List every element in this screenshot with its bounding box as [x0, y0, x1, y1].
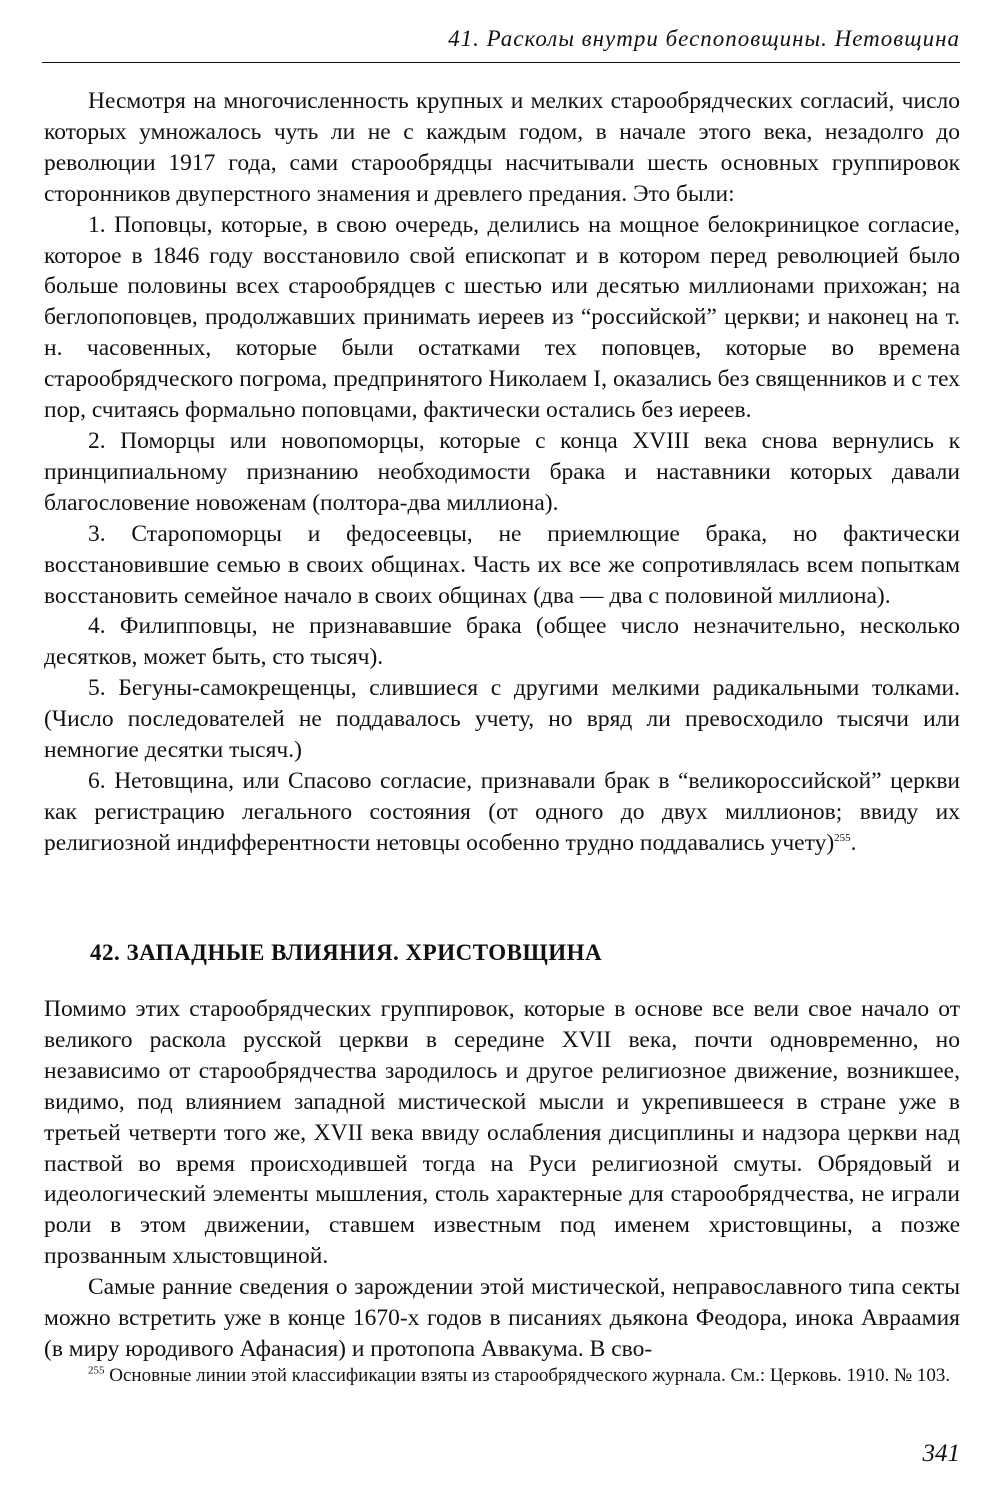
group-item-3: 3. Старопоморцы и федосеевцы, не приемлющие брака, но фактически восстановившие семью в своих общинах. Часть их все же сопротивлялась всем попыткам восстановить семейное начало в своих общинах (два — два с половиной миллиона). — [44, 520, 960, 609]
group-item-6-end: . — [850, 829, 857, 856]
intro-paragraph: Несмотря на многочисленность крупных и мелких старообрядческих согласий, число которых умножалось чуть ли не с каждым годом, в начале этого века, незадолго до революции 1917 года, сами старообрядцы насчитывали шесть основных группировок сторонников двуперстного знамения и древлего предания. Это были: — [44, 88, 960, 207]
section-paragraph-2: Самые ранние сведения о зарождении этой мистической, неправославного типа секты можно встретить уже в конце 1670-х годов в писаниях дьякона Феодора, инока Авраамия (в миру юродивого Афанасия) и протопопа Аввакума. В сво- — [44, 1274, 960, 1362]
section-heading: 42. ЗАПАДНЫЕ ВЛИЯНИЯ. ХРИСТОВЩИНА — [90, 940, 603, 965]
group-item-6-text: 6. Нетовщина, или Спасово согласие, признавали брак в “великороссийской” церкви как регистрацию легального состояния (от одного до двух миллионов; ввиду их религиозной индифферентности нетовцы особенно трудно поддавались учету) — [44, 767, 960, 856]
group-item-1: 1. Поповцы, которые, в свою очередь, делились на мощное белокриницкое согласие, которое в 1846 году восстановило свой епископат и в котором перед революцией было больше половины всех старообрядцев с шестью или десятью миллионами прихожан; на беглопоповцев, продолжавших принимать иереев из “российской” церкви; и наконец на т. н. часовенных, которые были остатками тех поповцев, которые во времена старообрядческого погрома, предпринятого Николаем I, оказались без священников и с тех пор, считаясь формально поповцами, фактически остались без иереев. — [44, 211, 960, 424]
running-head: 41. Расколы внутри беспоповщины. Нетовщина — [448, 26, 960, 51]
footnote-number: 255 — [88, 1364, 105, 1377]
footnote-reference: 255 — [834, 831, 851, 844]
footnote-paragraph — [44, 1364, 960, 1388]
header-rule — [42, 62, 960, 63]
group-item-4: 4. Филипповцы, не признававшие брака (общее число незначительно, несколько десятков, может быть, сто тысяч). — [44, 613, 960, 671]
section-paragraph-1: Помимо этих старообрядческих группировок, которые в основе все вели свое начало от великого раскола русской церкви в середине XVII века, почти одновременно, но независимо от старообрядчества зародилось и другое религиозное движение, возникшее, видимо, под влиянием западной мистической мысли и укрепившееся в стране уже в третьей четверти того же, XVII века ввиду ослабления дисциплины и надзора церкви над паствой во время происходившей тогда на Руси религиозной смуты. Обрядовый и идеологический элементы мышления, столь характерные для старообрядчества, не играли роли в этом движении, ставшем известным под именем христовщины, а позже прозванным хлыстовщиной. — [44, 996, 960, 1270]
page-number: 341 — [922, 1440, 960, 1467]
khristovshchina-section — [44, 994, 960, 1365]
footnote — [44, 1364, 960, 1388]
old-believers-list-section — [44, 86, 960, 859]
group-item-6 — [44, 766, 960, 859]
footnote-text: Основные линии этой классификации взяты из старообрядческого журнала. См.: Церковь. 1910. № 103. — [109, 1365, 951, 1386]
group-item-5: 5. Бегуны-самокрещенцы, слившиеся с другими мелкими радикальными толками. (Число последователей не поддавалось учету, но вряд ли превосходило тысячи или немногие десятки тысяч.) — [44, 675, 960, 764]
group-item-2: 2. Поморцы или новопоморцы, которые с конца XVIII века снова вернулись к принципиальному признанию необходимости брака и наставники которых давали благословение новоженам (полтора-два миллиона). — [44, 427, 960, 516]
